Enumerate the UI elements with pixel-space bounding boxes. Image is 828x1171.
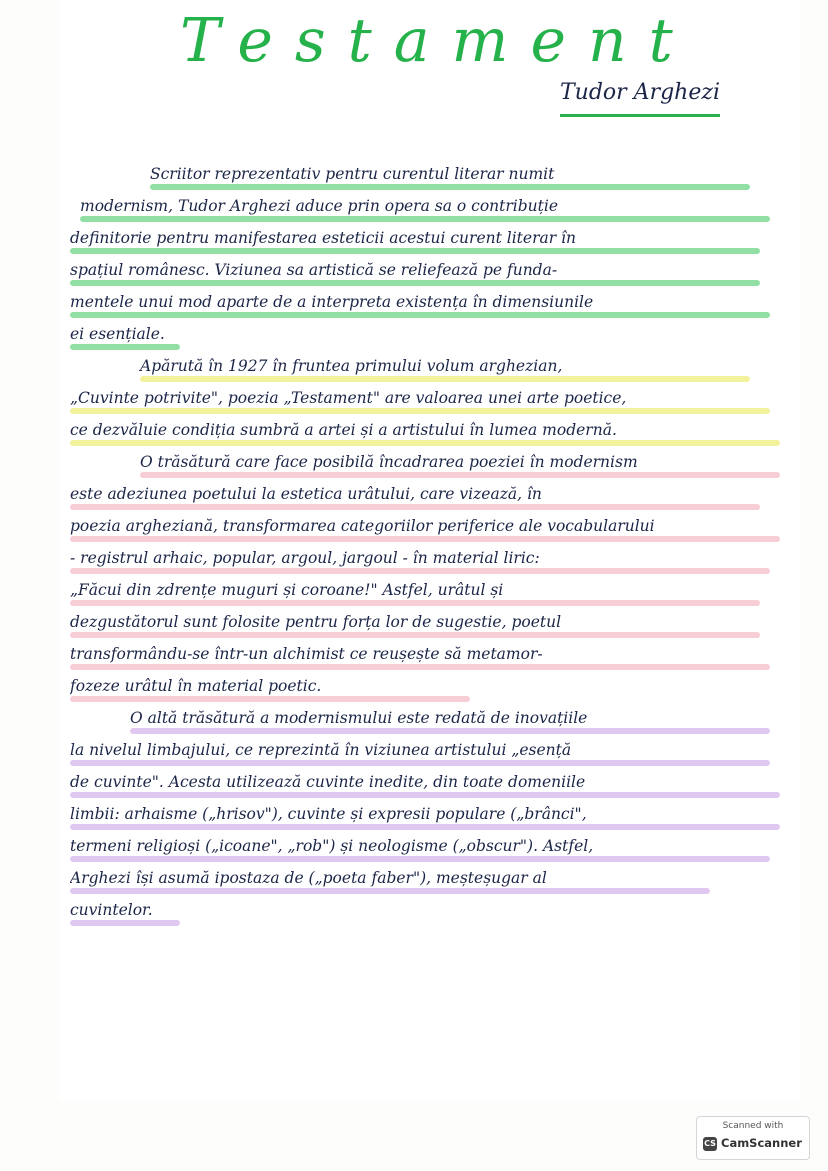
highlight — [70, 408, 770, 414]
highlight — [130, 728, 770, 734]
highlight — [70, 568, 770, 574]
highlight — [70, 792, 780, 798]
essay-title: Testament — [180, 6, 695, 76]
text-line: cuvintelor. — [70, 896, 790, 928]
text-line: Apărută în 1927 în fruntea primului volum arghezian, — [70, 352, 790, 384]
text-line: ei esențiale. — [70, 320, 790, 352]
text-line: poezia argheziană, transformarea categoriilor periferice ale vocabularului — [70, 512, 790, 544]
highlight — [70, 312, 770, 318]
text-line: limbii: arhaisme („hrisov"), cuvinte și expresii populare („brânci", — [70, 800, 790, 832]
text-line: Arghezi își asumă ipostaza de („poeta faber"), meșteșugar al — [70, 864, 790, 896]
highlight — [70, 824, 780, 830]
text-line: transformându-se într-un alchimist ce reușește să metamor- — [70, 640, 790, 672]
text-line: de cuvinte". Acesta utilizează cuvinte inedite, din toate domeniile — [70, 768, 790, 800]
text-line: O altă trăsătură a modernismului este redată de inovațiile — [70, 704, 790, 736]
text-line: termeni religioși („icoane", „rob") și neologisme („obscur"). Astfel, — [70, 832, 790, 864]
highlight — [70, 344, 180, 350]
text-line: fozeze urâtul în material poetic. — [70, 672, 790, 704]
highlight — [80, 216, 770, 222]
text-line: „Făcui din zdrențe muguri și coroane!" Astfel, urâtul și — [70, 576, 790, 608]
highlight — [70, 600, 760, 606]
highlight — [70, 888, 710, 894]
highlight — [140, 472, 780, 478]
highlight — [70, 760, 770, 766]
text-line: dezgustătorul sunt folosite pentru forța lor de sugestie, poetul — [70, 608, 790, 640]
author-underline — [560, 114, 720, 117]
text-line: ce dezvăluie condiția sumbră a artei și a artistului în lumea modernă. — [70, 416, 790, 448]
highlight — [70, 504, 760, 510]
highlight — [150, 184, 750, 190]
camscanner-logo-icon: CS — [703, 1137, 717, 1151]
highlight — [70, 440, 780, 446]
author-name: Tudor Arghezi — [560, 80, 720, 105]
highlight — [70, 856, 770, 862]
text-line: O trăsătură care face posibilă încadrarea poeziei în modernism — [70, 448, 790, 480]
text-line: „Cuvinte potrivite", poezia „Testament" are valoarea unei arte poetice, — [70, 384, 790, 416]
highlight — [70, 664, 770, 670]
text-line: - registrul arhaic, popular, argoul, jargoul - în material liric: — [70, 544, 790, 576]
text-line: mentele unui mod aparte de a interpreta existența în dimensiunile — [70, 288, 790, 320]
highlight — [70, 536, 780, 542]
highlight — [70, 280, 760, 286]
camscanner-watermark — [696, 1116, 810, 1160]
text-line: la nivelul limbajului, ce reprezintă în viziunea artistului „esență — [70, 736, 790, 768]
text-line: modernism, Tudor Arghezi aduce prin opera sa o contribuție — [70, 192, 790, 224]
highlight — [70, 696, 470, 702]
text-line: Scriitor reprezentativ pentru curentul literar numit — [70, 160, 790, 192]
text-line: definitorie pentru manifestarea esteticii acestui curent literar în — [70, 224, 790, 256]
text-line: este adeziunea poetului la estetica urâtului, care vizează, în — [70, 480, 790, 512]
essay-text — [70, 160, 790, 928]
highlight — [70, 248, 760, 254]
watermark-brand: CamScanner — [721, 1136, 802, 1150]
highlight — [140, 376, 750, 382]
watermark-caption: Scanned with — [722, 1121, 784, 1131]
highlight — [70, 632, 760, 638]
text-line: spațiul românesc. Viziunea sa artistică se reliefează pe funda- — [70, 256, 790, 288]
highlight — [70, 920, 180, 926]
